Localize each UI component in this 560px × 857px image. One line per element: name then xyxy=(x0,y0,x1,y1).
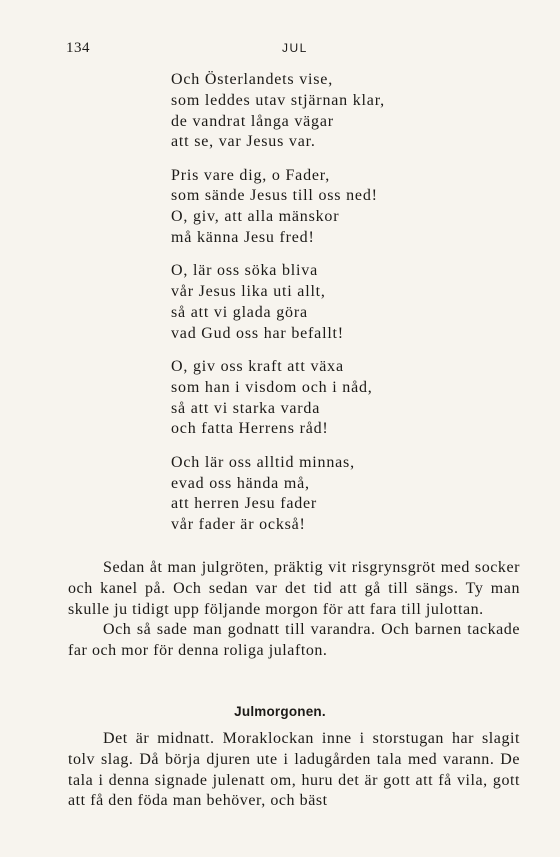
page-header xyxy=(66,40,526,60)
stanza-4 xyxy=(171,357,431,440)
stanza-5 xyxy=(171,453,431,536)
poem-line: så att vi glada göra xyxy=(171,303,308,321)
poem-line: vår fader är också! xyxy=(171,516,306,534)
poem-line: evad oss hända må, xyxy=(171,474,310,492)
poem xyxy=(171,70,431,548)
poem-line: O, lär oss söka bliva xyxy=(171,262,319,280)
stanza-3 xyxy=(171,261,431,344)
poem-line: som sände Jesus till oss ned! xyxy=(171,187,378,205)
poem-line: så att vi starka varda xyxy=(171,399,321,417)
running-head: JUL xyxy=(282,41,308,55)
paragraph: Det är midnatt. Moraklockan inne i storstugan har slagit tolv slag. Då börja djuren ute i ladugården tala med varann. De tala i denna signade julenatt om, huru det är gott att få vila, gott att få den föda man behöver, och bäst xyxy=(68,730,520,810)
poem-line: vår Jesus lika uti allt, xyxy=(171,283,326,301)
page-number: 134 xyxy=(66,40,90,56)
paragraph: Och så sade man godnatt till varandra. Och barnen tackade far och mor för denna roliga julafton. xyxy=(68,621,520,660)
poem-line: de vandrat långa vägar xyxy=(171,112,334,130)
poem-line: och fatta Herrens råd! xyxy=(171,420,329,438)
poem-line: O, giv, att alla mänskor xyxy=(171,208,340,226)
poem-line: Och lär oss alltid minnas, xyxy=(171,453,355,471)
poem-line: som han i visdom och i nåd, xyxy=(171,378,373,396)
section-heading: Julmorgonen. xyxy=(234,704,326,719)
stanza-2 xyxy=(171,166,431,249)
paragraph: Sedan åt man julgröten, präktig vit risgrynsgröt med socker och kanel på. Och sedan var det tid att gå till sängs. Ty man skulle ju tidigt upp följande morgon för att fara till julottan. xyxy=(68,559,520,618)
poem-line: må känna Jesu fred! xyxy=(171,229,315,247)
poem-line: som leddes utav stjärnan klar, xyxy=(171,91,385,109)
prose-after-heading xyxy=(68,729,520,812)
poem-line: att se, var Jesus var. xyxy=(171,133,316,151)
poem-line: Pris vare dig, o Fader, xyxy=(171,166,331,184)
poem-line: Och Österlandets vise, xyxy=(171,71,334,88)
poem-line: att herren Jesu fader xyxy=(171,495,318,513)
poem-line: O, giv oss kraft att växa xyxy=(171,358,344,376)
poem-line: vad Gud oss har befallt! xyxy=(171,324,344,342)
stanza-1 xyxy=(171,70,431,153)
prose-before-heading xyxy=(68,558,520,662)
